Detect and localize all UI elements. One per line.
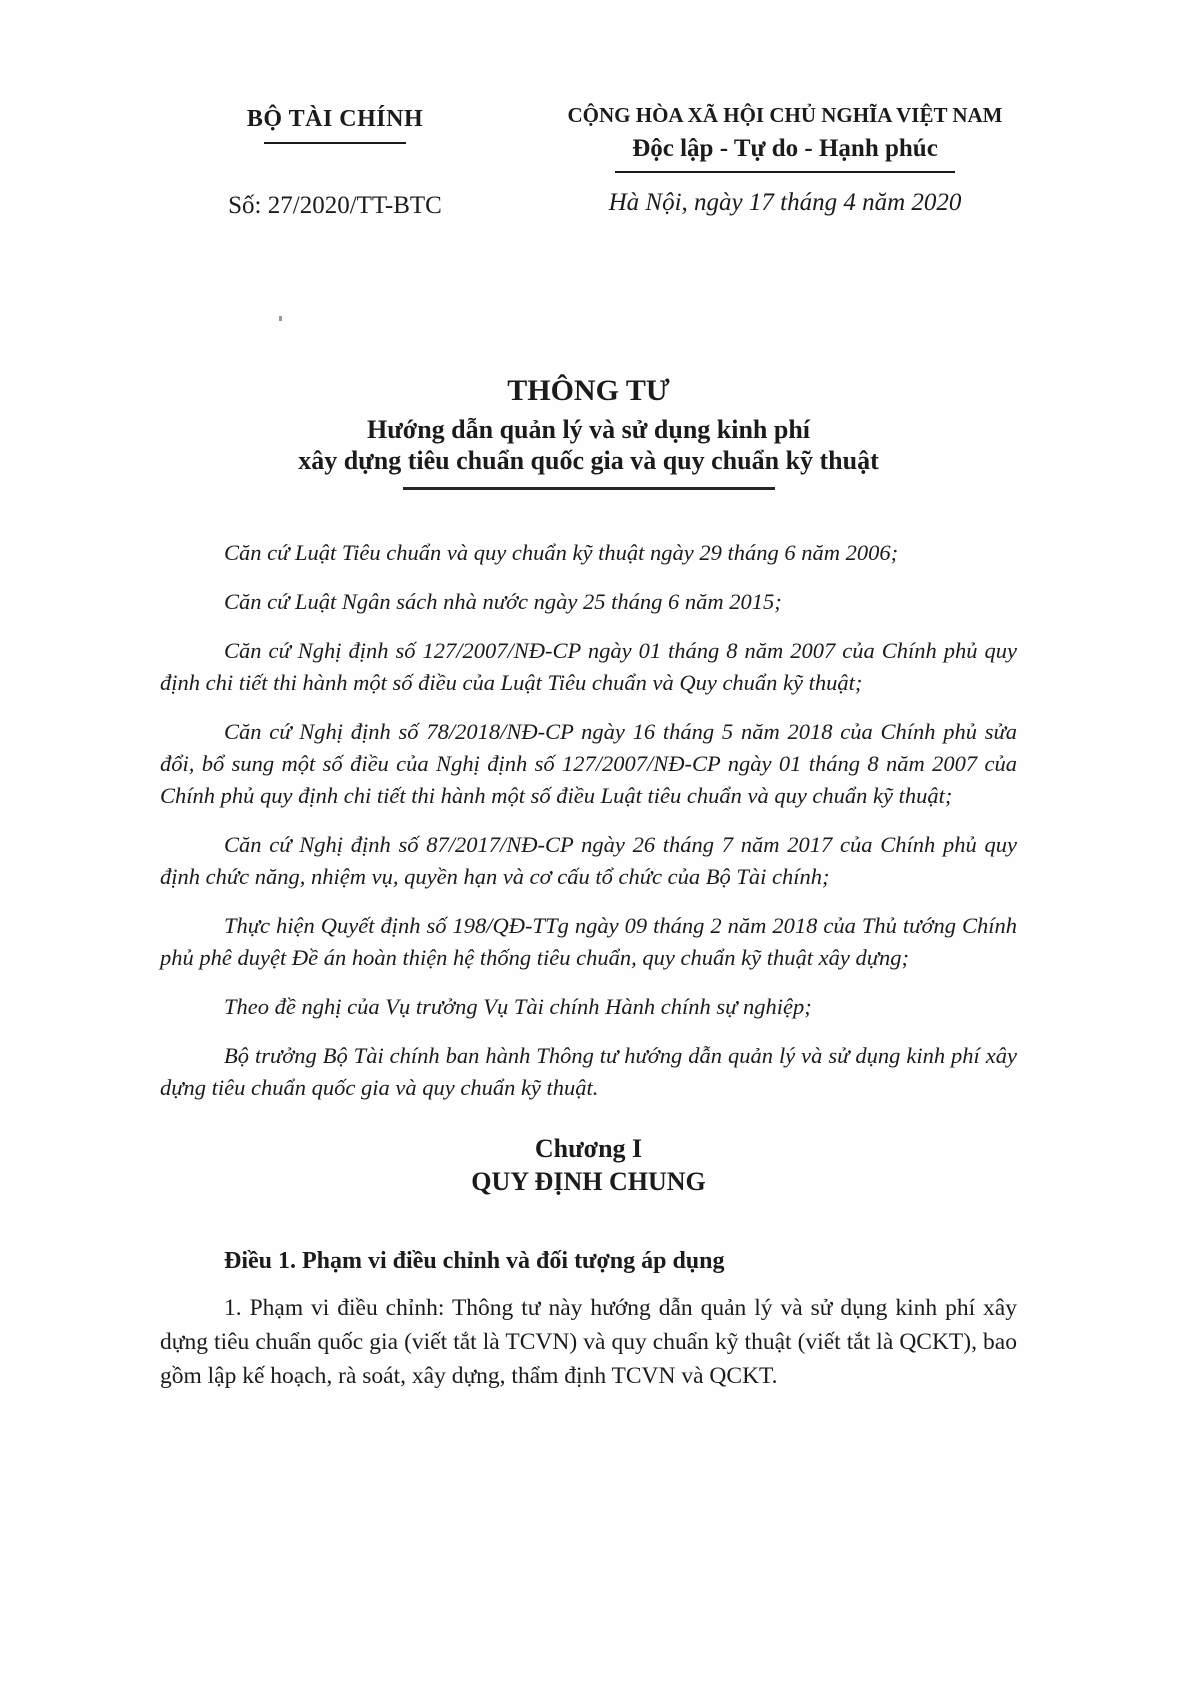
preamble-paragraph: Căn cứ Nghị định số 78/2018/NĐ-CP ngày 16 tháng 5 năm 2018 của Chính phủ sửa đổi, bổ sung một số điều của Nghị định số 127/2007/NĐ-CP ngày 01 tháng 8 năm 2007 của Chính phủ quy định chi tiết thi hành một số điều Luật tiêu chuẩn và quy chuẩn kỹ thuật; bbox=[160, 719, 1017, 808]
article-1-heading: Điều 1. Phạm vi điều chỉnh và đối tượng áp dụng bbox=[224, 1248, 725, 1274]
document-subtitle-line1: Hướng dẫn quản lý và sử dụng kinh phí bbox=[366, 415, 811, 444]
document-type-title: THÔNG TƯ bbox=[507, 374, 670, 407]
preamble-paragraph: Bộ trưởng Bộ Tài chính ban hành Thông tư hướng dẫn quản lý và sử dụng kinh phí xây dựng tiêu chuẩn quốc gia và quy chuẩn kỹ thuật. bbox=[160, 1043, 1017, 1100]
scan-artifact bbox=[279, 316, 282, 321]
document-header bbox=[160, 105, 1017, 227]
chapter-heading-block bbox=[160, 1132, 1017, 1198]
document-number: Số: 27/2020/TT-BTC bbox=[228, 192, 442, 219]
national-motto: Độc lập - Tự do - Hạnh phúc bbox=[632, 135, 938, 162]
issue-place-date: Hà Nội, ngày 17 tháng 4 năm 2020 bbox=[608, 189, 962, 216]
preamble-paragraph: Theo đề nghị của Vụ trưởng Vụ Tài chính Hành chính sự nghiệp; bbox=[224, 994, 812, 1019]
article-1-paragraph: 1. Phạm vi điều chỉnh: Thông tư này hướng dẫn quản lý và sử dụng kinh phí xây dựng tiêu chuẩn quốc gia (viết tắt là TCVN) và quy chuẩn kỹ thuật (viết tắt là QCKT), bao gồm lập kế hoạch, rà soát, xây dựng, thẩm định TCVN và QCKT. bbox=[160, 1295, 1017, 1389]
preamble-paragraph: Thực hiện Quyết định số 198/QĐ-TTg ngày 09 tháng 2 năm 2018 của Thủ tướng Chính phủ phê duyệt Đề án hoàn thiện hệ thống tiêu chuẩn, quy chuẩn kỹ thuật xây dựng; bbox=[160, 913, 1017, 970]
preamble-paragraph: Căn cứ Nghị định số 87/2017/NĐ-CP ngày 26 tháng 7 năm 2017 của Chính phủ quy định chức năng, nhiệm vụ, quyền hạn và cơ cấu tổ chức của Bộ Tài chính; bbox=[160, 832, 1017, 889]
preamble-paragraph: Căn cứ Nghị định số 127/2007/NĐ-CP ngày 01 tháng 8 năm 2007 của Chính phủ quy định chi tiết thi hành một số điều của Luật Tiêu chuẩn và Quy chuẩn kỹ thuật; bbox=[160, 638, 1017, 695]
preamble-paragraph: Căn cứ Luật Ngân sách nhà nước ngày 25 tháng 6 năm 2015; bbox=[224, 589, 782, 614]
document-subtitle-line2: xây dựng tiêu chuẩn quốc gia và quy chuẩn kỹ thuật bbox=[298, 446, 879, 475]
preamble-section bbox=[160, 537, 1017, 1104]
title-underline bbox=[403, 487, 775, 490]
issuing-agency-underline bbox=[264, 142, 406, 144]
document-title-block bbox=[160, 373, 1017, 490]
issuing-agency-name: BỘ TÀI CHÍNH bbox=[246, 106, 424, 132]
national-header-block bbox=[545, 103, 1025, 217]
national-title: CỘNG HÒA XÃ HỘI CHỦ NGHĨA VIỆT NAM bbox=[567, 103, 1003, 127]
chapter-number: Chương I bbox=[534, 1134, 643, 1163]
issuing-agency-block bbox=[170, 105, 500, 220]
motto-underline bbox=[615, 171, 955, 173]
chapter-title: QUY ĐỊNH CHUNG bbox=[471, 1167, 706, 1196]
preamble-paragraph: Căn cứ Luật Tiêu chuẩn và quy chuẩn kỹ thuật ngày 29 tháng 6 năm 2006; bbox=[224, 540, 899, 565]
